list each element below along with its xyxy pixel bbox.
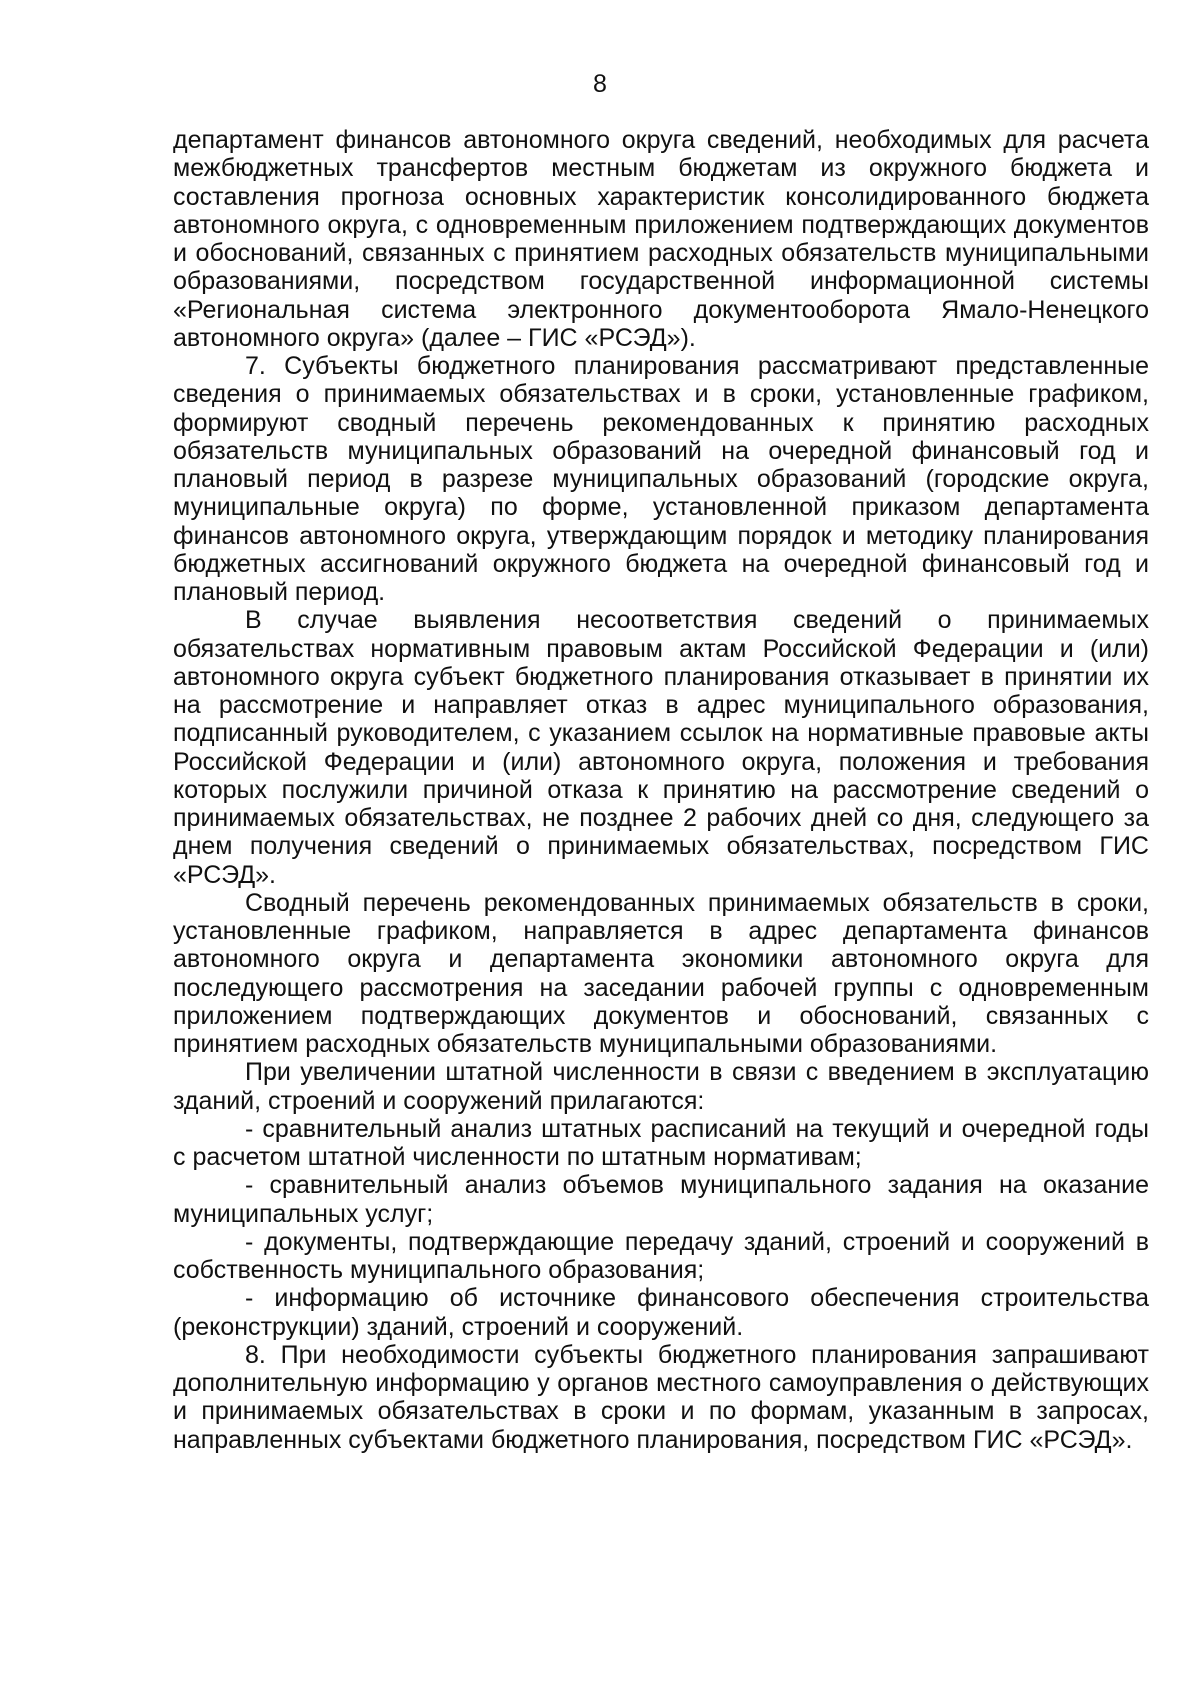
list-item-staffing-analysis: - сравнительный анализ штатных расписаний на текущий и очередной годы с расчетом штатной численности по штатным нормативам; bbox=[173, 1114, 1149, 1171]
paragraph-refusal: В случае выявления несоответствия сведений о принимаемых обязательствах нормативным правовым актам Российской Федерации и (или) автономного округа субъект бюджетного планирования отказывает в принятии их на рассмотрение и направляет отказ в адрес муниципального образования, подписанный руководителем, с указанием ссылок на нормативные правовые акты Российской Федерации и (или) автономного округа, положения и требования которых послужили причиной отказа к принятию на рассмотрение сведений о принимаемых обязательствах, не позднее 2 рабочих дней со дня, следующего за днем получения сведений о принимаемых обязательствах, посредством ГИС «РСЭД». bbox=[173, 606, 1149, 889]
paragraph-staff-increase: При увеличении штатной численности в связи с введением в эксплуатацию зданий, строений и сооружений прилагаются: bbox=[173, 1058, 1149, 1115]
document-body bbox=[173, 126, 1149, 1454]
paragraph-continuation: департамент финансов автономного округа сведений, необходимых для расчета межбюджетных трансфертов местным бюджетам из окружного бюджета и составления прогноза основных характеристик консолидированного бюджета автономного округа, с одновременным приложением подтверждающих документов и обоснований, связанных с принятием расходных обязательств муниципальными образованиями, посредством государственной информационной системы «Региональная система электронного документооборота Ямало-Ненецкого автономного округа» (далее – ГИС «РСЭД»). bbox=[173, 126, 1149, 352]
list-item-funding-source: - информацию об источнике финансового обеспечения строительства (реконструкции) зданий, строений и сооружений. bbox=[173, 1284, 1149, 1341]
paragraph-summary-list: Сводный перечень рекомендованных принимаемых обязательств в сроки, установленные графиком, направляется в адрес департамента финансов автономного округа и департамента экономики автономного округа для последующего рассмотрения на заседании рабочей группы с одновременным приложением подтверждающих документов и обоснований, связанных с принятием расходных обязательств муниципальными образованиями. bbox=[173, 888, 1149, 1058]
list-item-municipal-task-analysis: - сравнительный анализ объемов муниципального задания на оказание муниципальных услуг; bbox=[173, 1171, 1149, 1228]
page-number: 8 bbox=[593, 70, 607, 98]
paragraph-item-7: 7. Субъекты бюджетного планирования рассматривают представленные сведения о принимаемых обязательствах и в сроки, установленные графиком, формируют сводный перечень рекомендованных к принятию расходных обязательств муниципальных образований на очередной финансовый год и плановый период в разрезе муниципальных образований (городские округа, муниципальные округа) по форме, установленной приказом департамента финансов автономного округа, утверждающим порядок и методику планирования бюджетных ассигнований окружного бюджета на очередной финансовый год и плановый период. bbox=[173, 352, 1149, 606]
paragraph-item-8: 8. При необходимости субъекты бюджетного планирования запрашивают дополнительную информацию у органов местного самоуправления о действующих и принимаемых обязательствах в сроки и по формам, указанным в запросах, направленных субъектами бюджетного планирования, посредством ГИС «РСЭД». bbox=[173, 1340, 1149, 1454]
list-item-transfer-documents: - документы, подтверждающие передачу зданий, строений и сооружений в собственность муниципального образования; bbox=[173, 1227, 1149, 1284]
